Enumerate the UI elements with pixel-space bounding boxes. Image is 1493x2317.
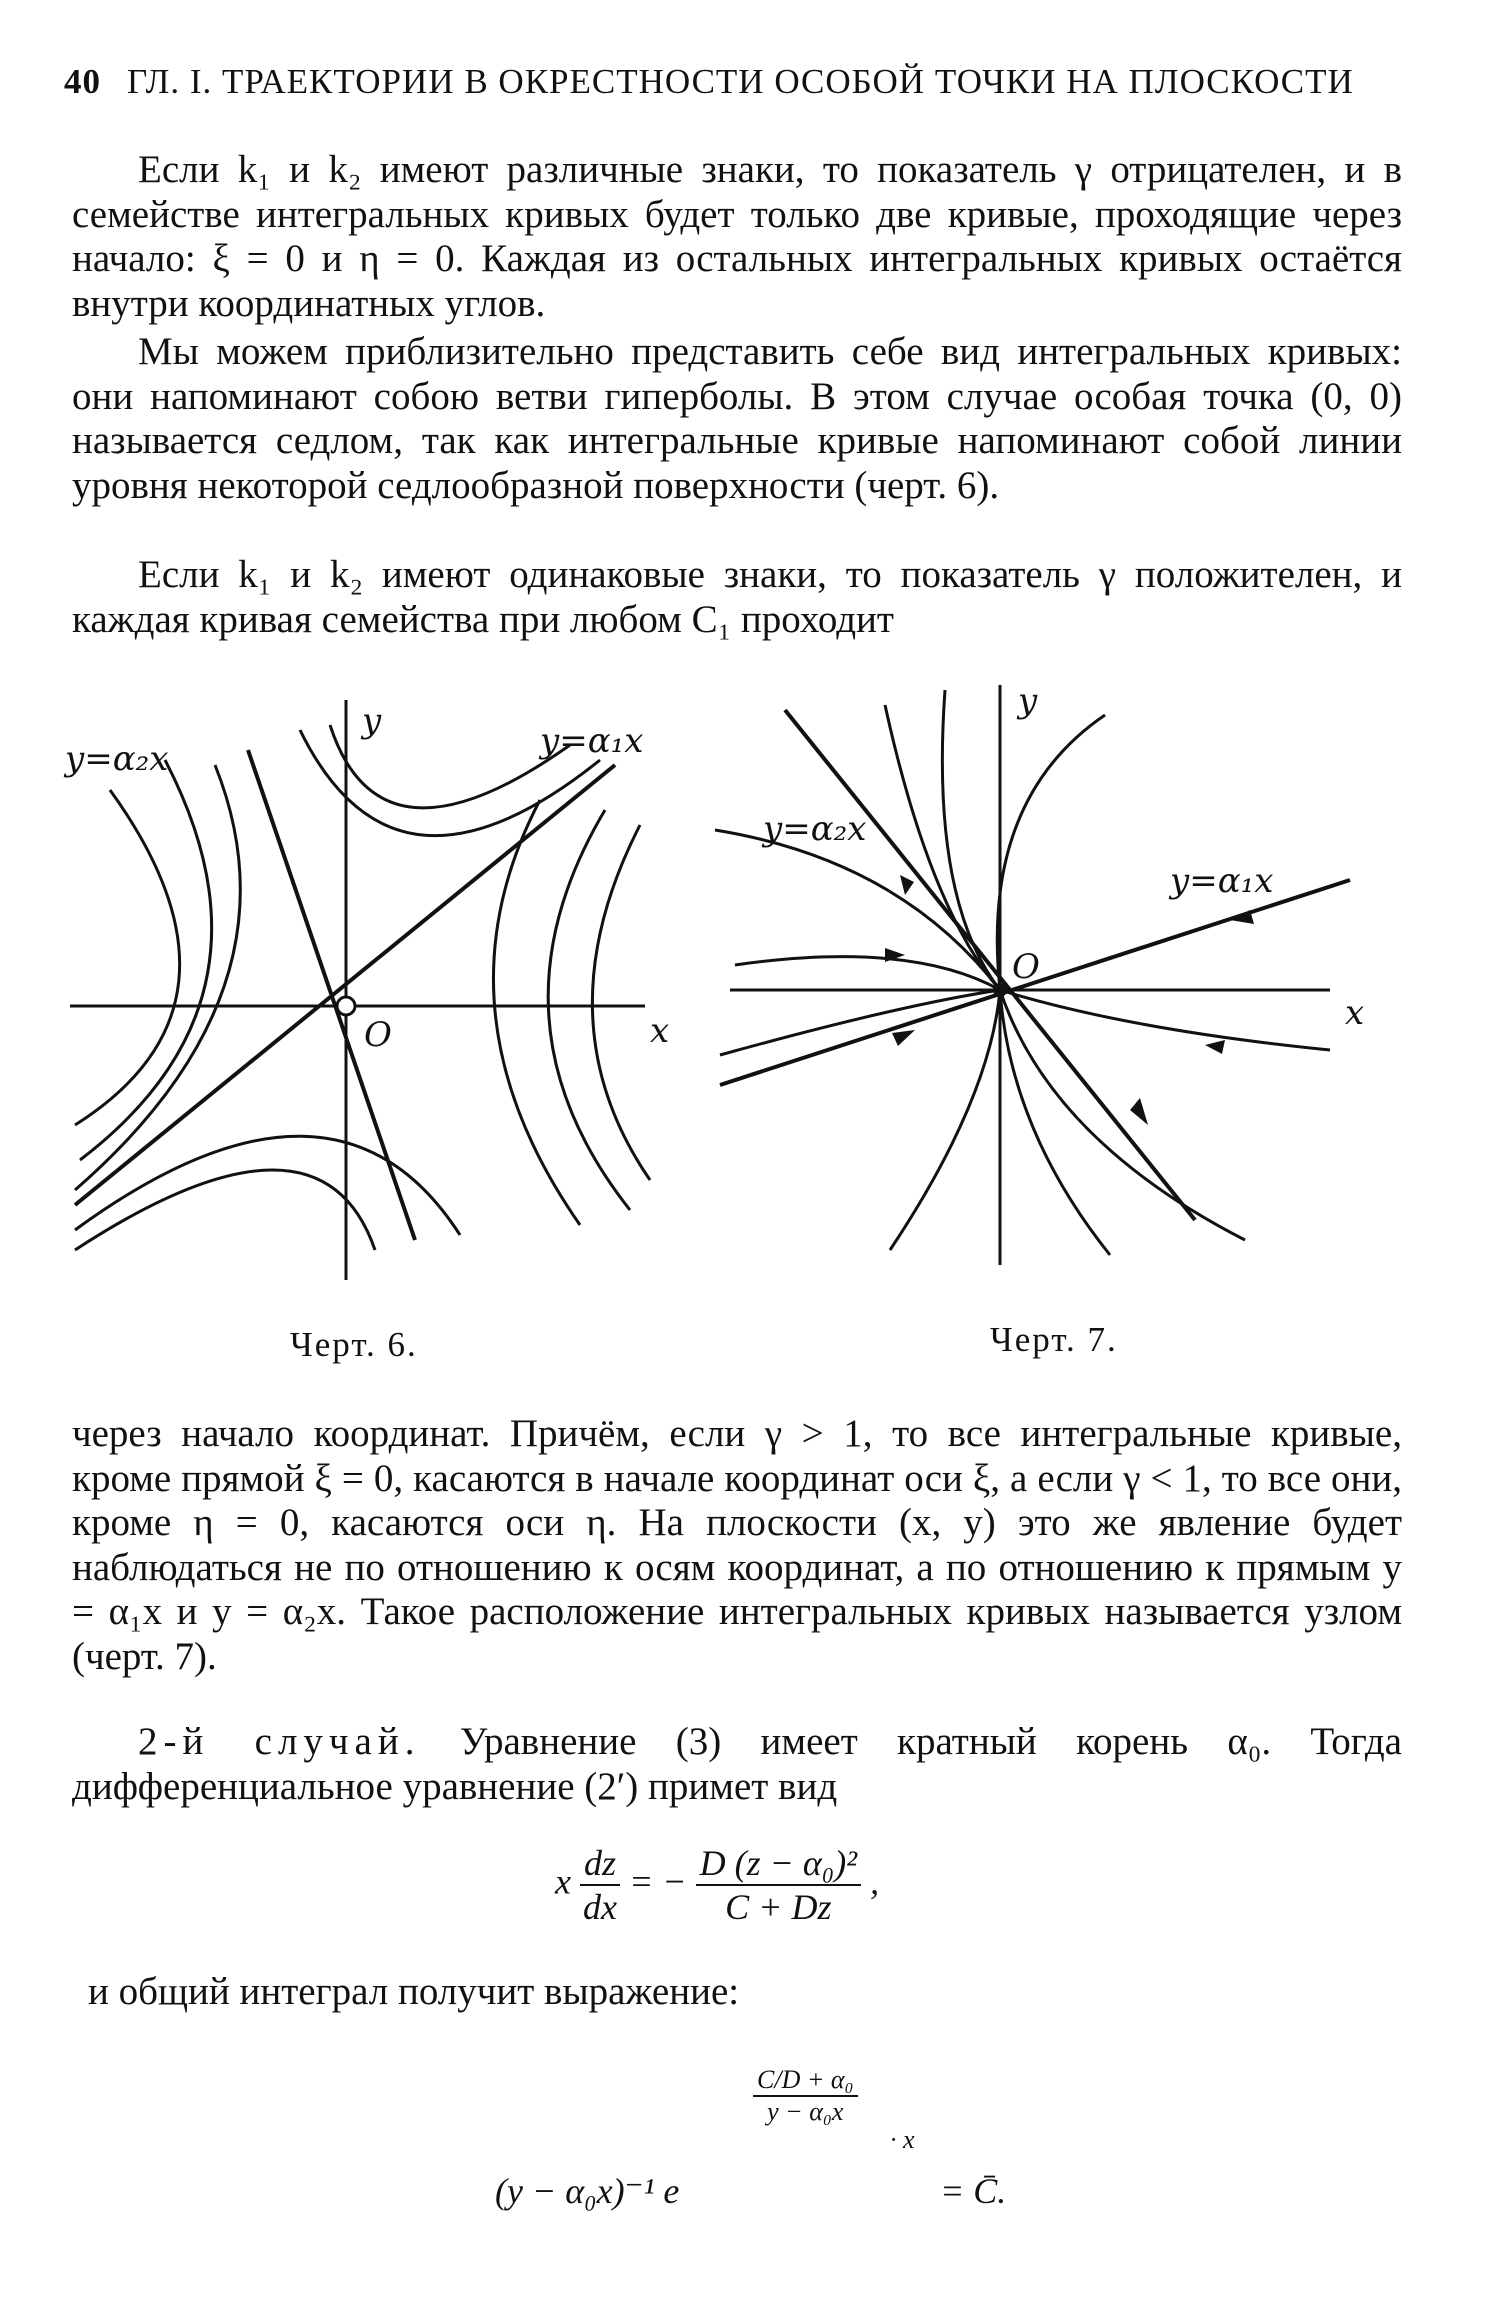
fig7-arrow-5	[1130, 1098, 1148, 1125]
fig6-curve-left-2	[75, 765, 240, 1190]
fig6-curve-bottom-2	[75, 1170, 375, 1250]
equation-2	[495, 2045, 1015, 2245]
paragraph-2-text: Мы можем приблизительно представить себе вид интегральных кривых: они напоминают собою ветви гиперболы. В этом случае особая точка (0, 0) называется седлом, так как интегральные кривые напоминают собой линии уровня некоторой седлообразной поверхности (черт. 6).	[72, 330, 1402, 507]
fig6-y-label: y	[362, 701, 382, 741]
fig7-y-label: y	[1018, 681, 1038, 721]
eq1-mid: = −	[629, 1861, 687, 1902]
figure-7-node	[710, 675, 1420, 1275]
eq1-tail: ,	[870, 1861, 880, 1902]
eq1-rhs-fraction	[696, 1842, 861, 1928]
fig7-arrow-6	[900, 875, 914, 895]
page-number: 40	[64, 62, 101, 101]
fig7-curve-2	[735, 957, 1000, 990]
paragraph-1-text: Если k₁ и k₂ имеют различные знаки, то показатель γ отрицателен, и в семействе интегральных кривых будет только две кривые, проходящие через начало: ξ = 0 и η = 0. Каждая из остальных интегральных кривых остаётся внутри координатных углов.	[72, 148, 1402, 325]
fig6-curve-left-1	[80, 760, 212, 1160]
fig7-origin-label: O	[1012, 947, 1040, 987]
fig6-line1-label: y=α₁x	[540, 721, 644, 761]
case-heading: 2-й случай.	[138, 1720, 421, 1763]
paragraph-6-text: и общий интеграл получит выражение:	[88, 1970, 740, 2013]
eq1-rnum: D (z − α₀)²	[696, 1842, 861, 1886]
paragraph-3-text: Если k₁ и k₂ имеют одинаковые знаки, то показатель γ положителен, и каждая кривая семейства при любом C₁ проходит	[72, 553, 1402, 641]
figure-7-caption: Черт. 7.	[990, 1320, 1118, 1359]
fig7-curve-9	[890, 990, 1000, 1250]
fig6-curve-right-3	[592, 825, 650, 1180]
paragraph-5-text	[72, 1720, 1402, 1809]
fig7-line-a2	[785, 710, 1195, 1220]
paragraph-4	[72, 1412, 1402, 1679]
paragraph-4-text: через начало координат. Причём, если γ > 1, то все интегральные кривые, кроме прямой ξ = 0, касаются в начале координат оси ξ, а если γ < 1, то все они, кроме η = 0, касаются оси η. На плоскости (x, y) это же явление будет наблюдаться не по отношению к осям координат, а по отношению к прямым y = α₁x и y = α₂x. Такое расположение интегральных кривых называется узлом (черт. 7).	[72, 1412, 1402, 1678]
fig7-curve-1	[715, 830, 1000, 990]
fig6-line2-label: y=α₂x	[65, 739, 169, 779]
eq2-base: (y − α₀x)⁻¹ e	[495, 2171, 680, 2211]
eq2-exponent	[753, 2065, 858, 2127]
paragraph-6	[88, 1970, 1418, 2015]
eq2-exp-top: C/D + α₀	[753, 2065, 858, 2097]
paragraph-2	[72, 330, 1402, 508]
fig6-origin-marker	[337, 997, 355, 1015]
fig6-curve-right-2	[548, 810, 630, 1210]
fig7-curve-8	[1000, 990, 1245, 1240]
fig7-arrow-4	[1205, 1040, 1225, 1054]
fig6-origin-label: O	[364, 1015, 392, 1055]
eq2-rhs: = C̄.	[940, 2171, 1007, 2211]
fig7-x-label: x	[1345, 993, 1365, 1033]
eq1-den: dx	[583, 1887, 617, 1927]
fig6-curve-bottom-1	[75, 1136, 460, 1235]
fig7-curve-3	[720, 990, 1000, 1055]
figure-6-caption: Черт. 6.	[290, 1325, 418, 1364]
fig7-line1-label: y=α₁x	[1170, 861, 1274, 901]
eq1-rden: C + Dz	[725, 1887, 832, 1927]
equation-1	[555, 1842, 879, 1928]
eq2-exp-tail: · x	[890, 2125, 915, 2154]
eq1-num: dz	[580, 1842, 620, 1886]
eq2-exp-bot: y − α₀x	[767, 2097, 844, 2126]
running-title: ГЛ. I. ТРАЕКТОРИИ В ОКРЕСТНОСТИ ОСОБОЙ ТОЧКИ НА ПЛОСКОСТИ	[127, 62, 1354, 101]
paragraph-5	[72, 1720, 1402, 1809]
eq1-lhs: x	[555, 1861, 571, 1902]
fig6-curve-right-1	[493, 800, 580, 1225]
fig7-arrow-2	[892, 1030, 915, 1046]
fig7-line2-label: y=α₂x	[763, 809, 867, 849]
paragraph-5-body: Уравнение (3) имеет кратный корень α₀. Тогда дифференциальное уравнение (2′) примет вид	[72, 1720, 1402, 1808]
figure-6-saddle	[60, 690, 700, 1290]
fig6-x-label: x	[650, 1011, 670, 1051]
fig7-curve-4	[942, 690, 1000, 990]
paragraph-1	[72, 148, 1402, 326]
fig7-origin-marker	[993, 983, 1007, 997]
running-header	[64, 62, 1404, 102]
fig6-line-a2	[248, 750, 415, 1240]
eq1-derivative	[580, 1842, 620, 1928]
paragraph-3	[72, 553, 1402, 642]
